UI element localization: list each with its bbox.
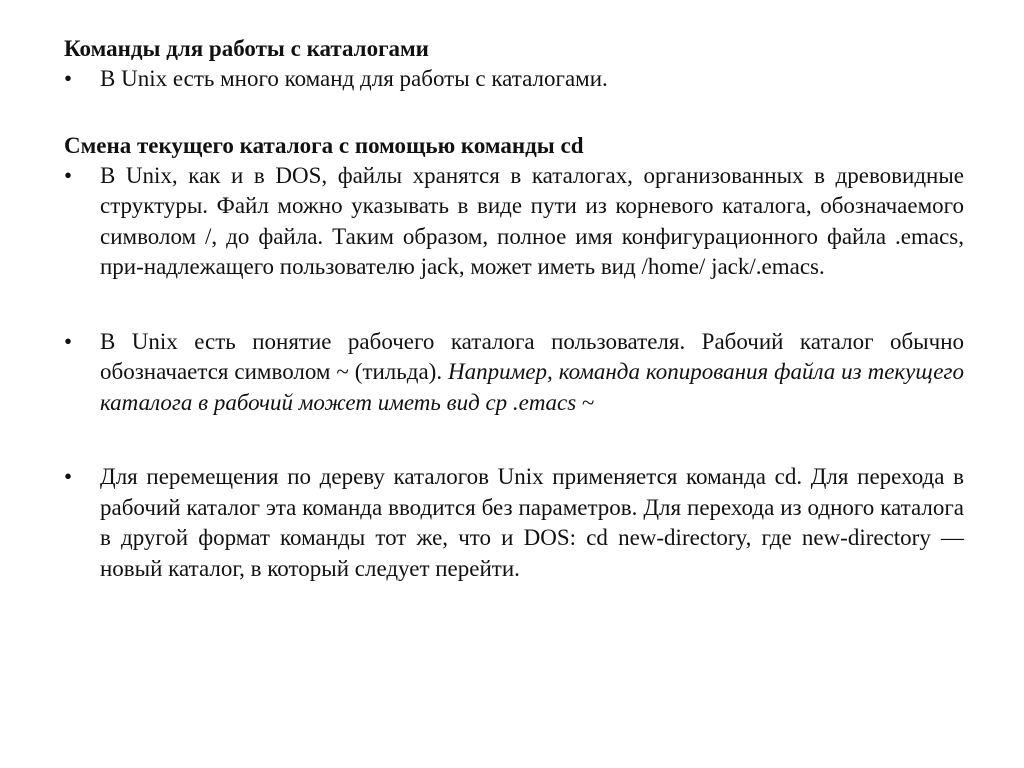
document-page [64, 34, 964, 584]
spacer [64, 95, 964, 131]
bullet-text: В Unix есть понятие рабочего каталога пользователя. Рабочий каталог обычно обозначается символом ~ (тильда). [100, 328, 964, 384]
section-heading-directory-commands: Команды для работы с каталогами [64, 36, 429, 61]
bullet-italic-example: Например, команда копирования файла из текущего каталога в рабочий может иметь вид cp .emacs [100, 359, 964, 415]
bullet-text-tail: ~ [576, 389, 595, 415]
section-heading-cd-command: Смена текущего каталога с помощью команды cd [64, 132, 584, 158]
bullet-item-cd-usage [64, 462, 964, 584]
spacer [64, 418, 964, 462]
bullet-text: Для перемещения по дереву каталогов Unix применяется команда cd. Для перехода в рабочий каталог эта команда вводится без параметров. Для перехода из одного каталога в другой формат команды тот же, что и DOS: cd new-directory, где new-directory — новый каталог, в который следует перейти. [100, 464, 964, 581]
bullet-item-directory-tree [64, 161, 964, 283]
bullet-item-unix-commands [64, 64, 964, 95]
bullet-item-working-directory [64, 327, 964, 419]
bullet-text: В Unix есть много команд для работы с каталогами. [100, 66, 608, 91]
spacer [64, 283, 964, 327]
bullet-text: В Unix, как и в DOS, файлы хранятся в каталогах, организованных в древовидные структуры. Файл можно указывать в виде пути из корневого каталога, обозначаемого символом /, до файла. Таким образом, полное имя конфигурационного файла .emacs, при-надлежащего пользователю jack, может иметь вид /home/ jack/.emacs. [100, 162, 964, 279]
